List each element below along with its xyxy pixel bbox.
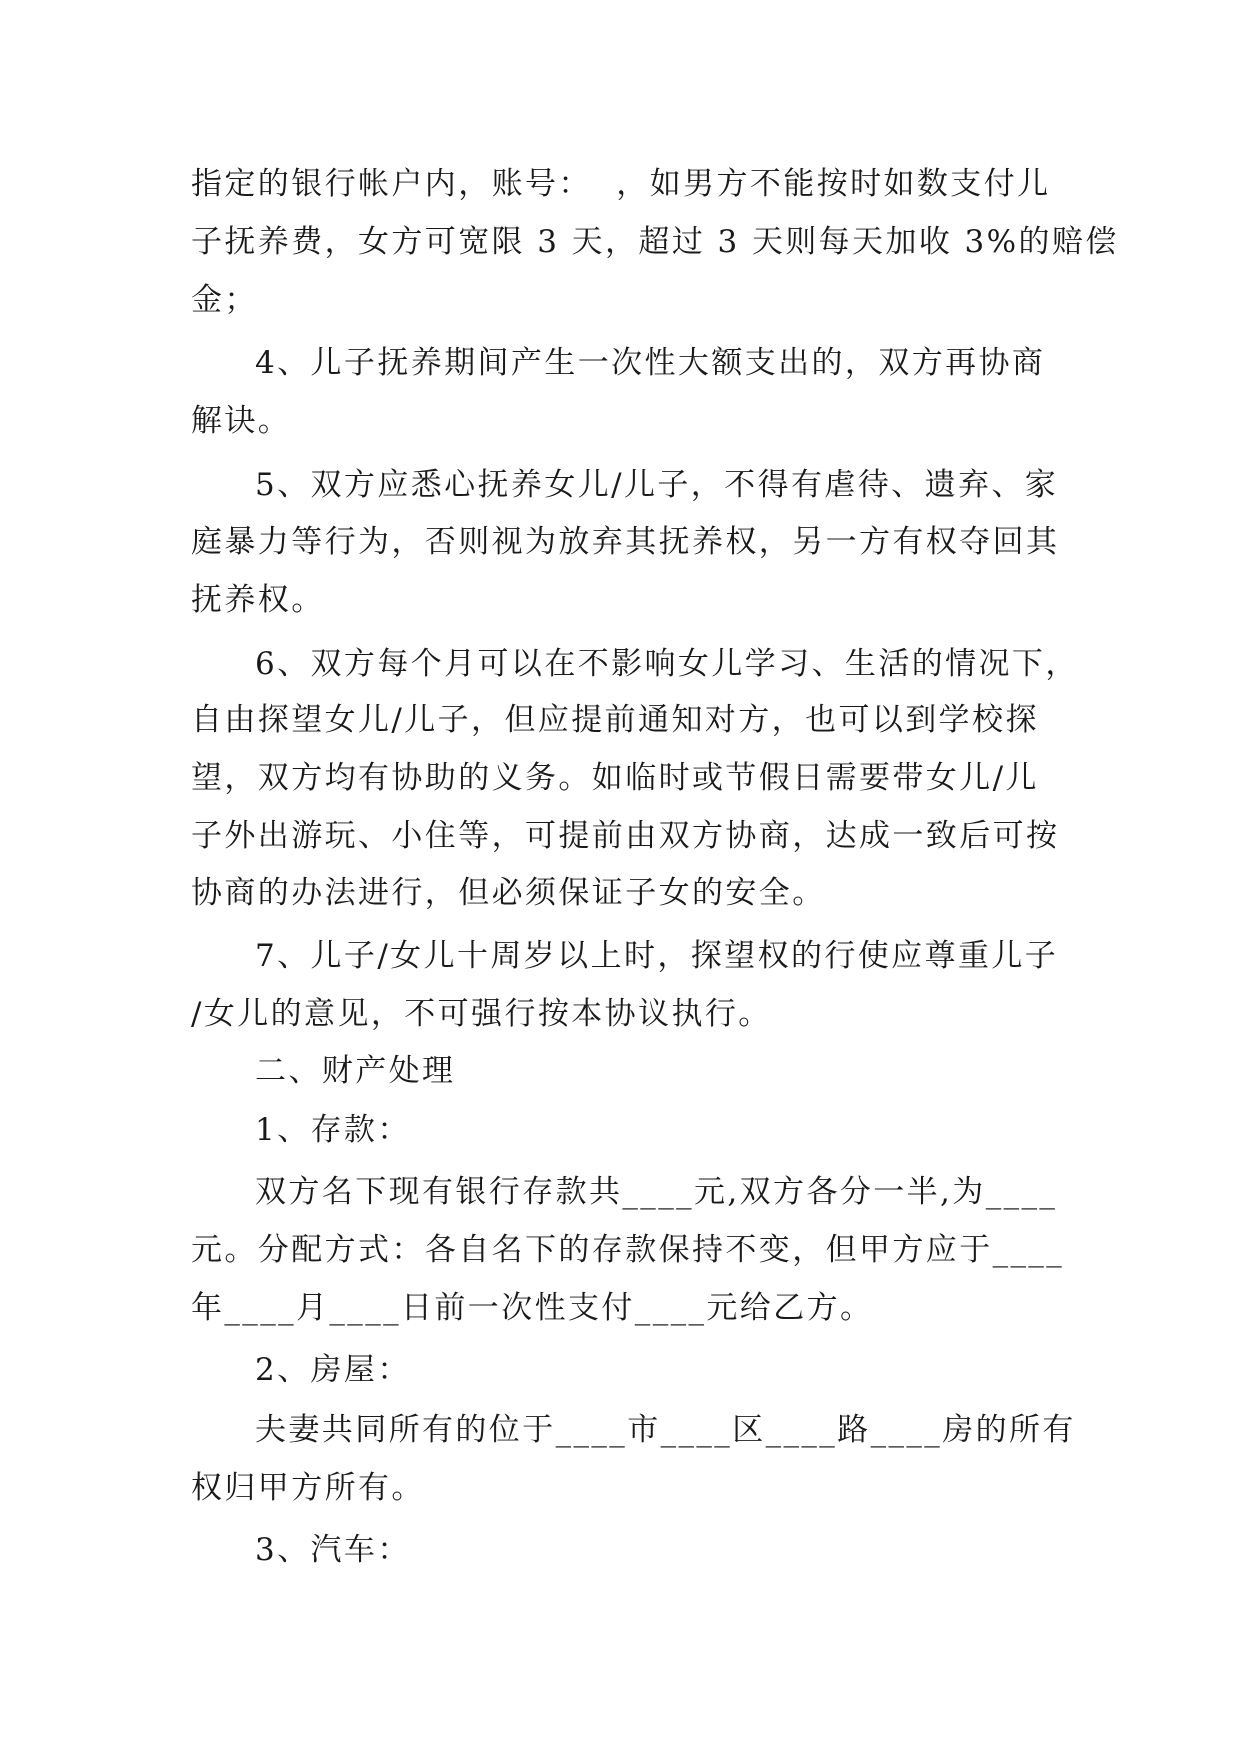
subsection-heading: 1、存款： xyxy=(255,1112,411,1148)
text-line: 庭暴力等行为，否则视为放弃其抚养权，另一方有权夺回其 xyxy=(191,524,1060,560)
text-line: 自由探望女儿/儿子，但应提前通知对方，也可以到学校探 xyxy=(191,702,1039,738)
section-heading: 二、财产处理 xyxy=(255,1053,456,1089)
text-line: 抚养权。 xyxy=(191,582,325,618)
text-line: 元。分配方式：各自名下的存款保持不变，但甲方应于____ xyxy=(191,1232,1065,1268)
text-line: 权归甲方所有。 xyxy=(191,1470,425,1506)
paragraph-start: 双方名下现有银行存款共____元,双方各分一半,为____ xyxy=(255,1174,1058,1210)
subsection-heading: 2、房屋： xyxy=(255,1352,411,1388)
subsection-heading: 3、汽车： xyxy=(255,1532,411,1568)
text-line: 解诀。 xyxy=(191,403,292,439)
paragraph-start: 5、双方应悉心抚养女儿/儿子，不得有虐待、遗弃、家 xyxy=(255,467,1059,503)
text-line: 金； xyxy=(191,282,258,318)
paragraph-start: 6、双方每个月可以在不影响女儿学习、生活的情况下， xyxy=(255,646,1079,682)
text-line: 子抚养费，女方可宽限 3 天，超过 3 天则每天加收 3%的赔偿 xyxy=(191,224,1119,260)
paragraph-start: 4、儿子抚养期间产生一次性大额支出的，双方再协商 xyxy=(255,345,1046,381)
paragraph-start: 夫妻共同所有的位于____市____区____路____房的所有 xyxy=(255,1412,1076,1448)
text-line: /女儿的意见，不可强行按本协议执行。 xyxy=(191,996,772,1032)
text-line: 年____月____日前一次性支付____元给乙方。 xyxy=(191,1290,874,1326)
text-line: 子外出游玩、小住等，可提前由双方协商，达成一致后可按 xyxy=(191,818,1060,854)
text-line: 指定的银行帐户内，账号： ，如男方不能按时如数支付儿 xyxy=(191,166,1051,202)
text-line: 望，双方均有协助的义务。如临时或节假日需要带女儿/儿 xyxy=(191,760,1039,796)
paragraph-start: 7、儿子/女儿十周岁以上时，探望权的行使应尊重儿子 xyxy=(255,938,1059,974)
text-line: 协商的办法进行，但必须保证子女的安全。 xyxy=(191,875,826,911)
